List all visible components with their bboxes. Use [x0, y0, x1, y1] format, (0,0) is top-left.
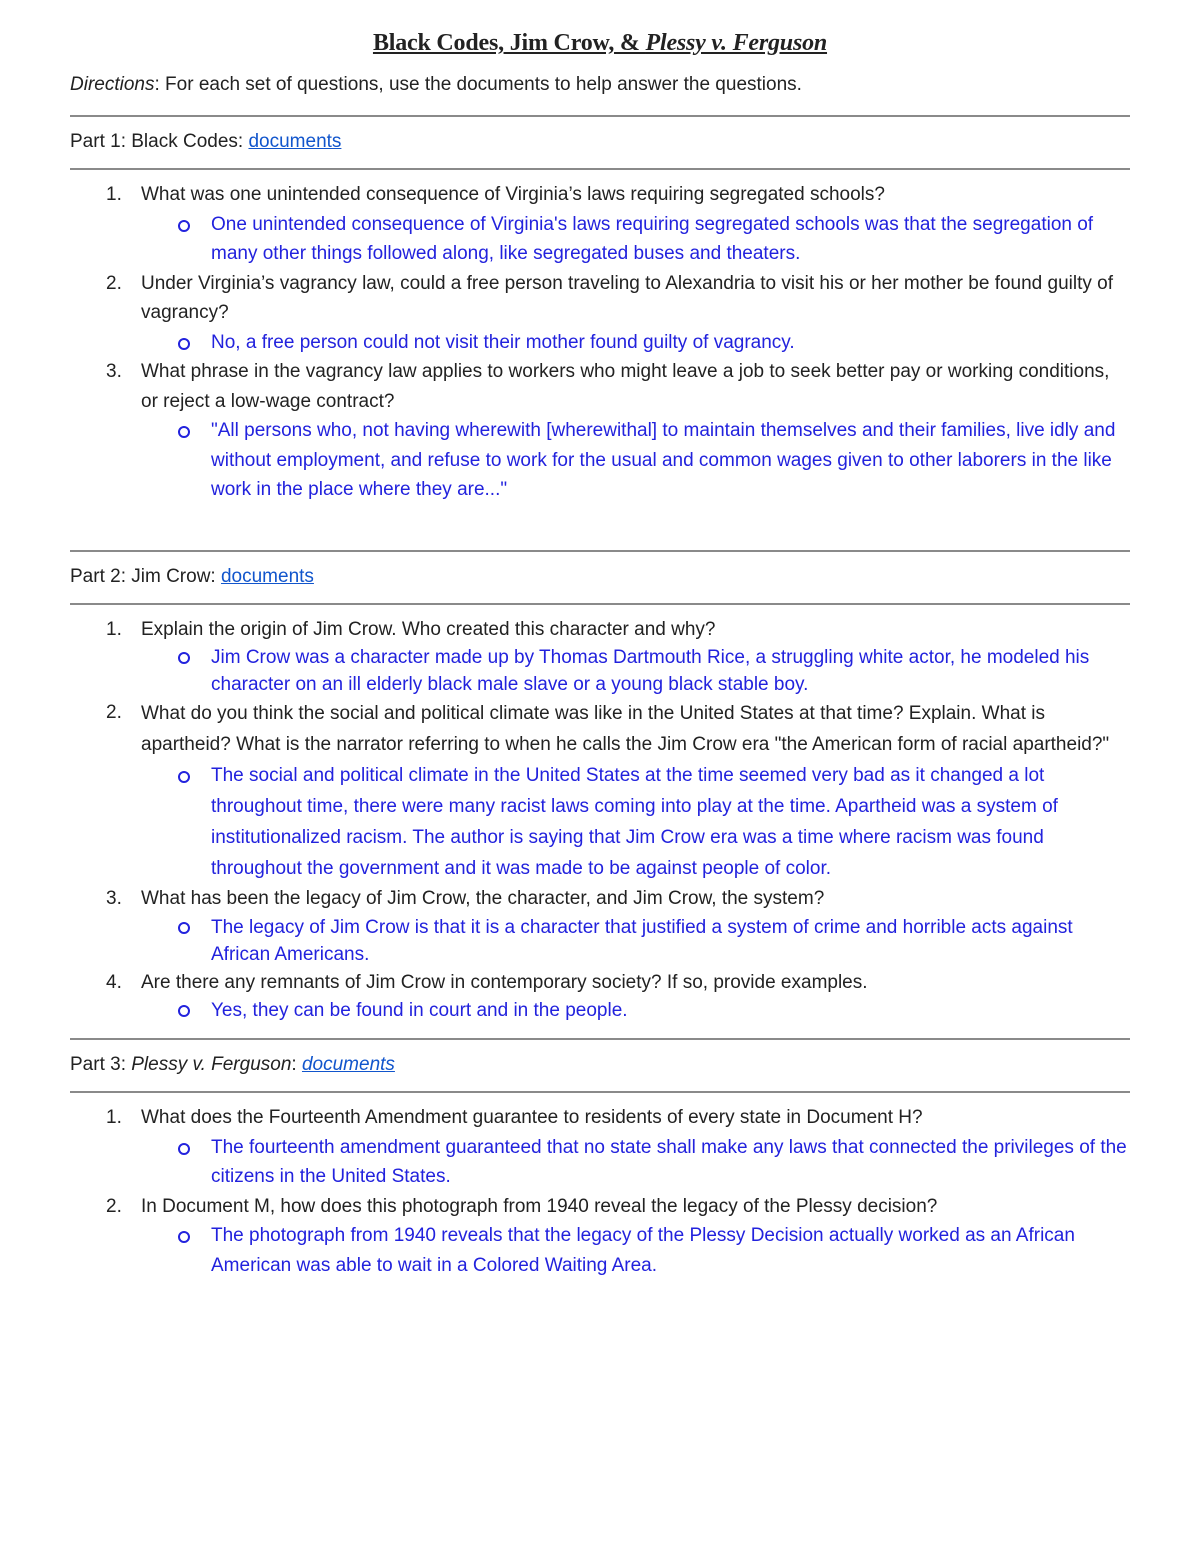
- question-text: What has been the legacy of Jim Crow, the character, and Jim Crow, the system?: [141, 888, 825, 909]
- answer-text: "All persons who, not having wherewith [wherewithal] to maintain themselves and their families, live idly and without employment, and refuse to work for the usual and common wages given to other laborers in the like work in the place where they are...": [211, 420, 1116, 500]
- divider: [70, 550, 1130, 552]
- hollow-bullet-icon: [178, 652, 190, 664]
- answer-item: [70, 416, 1130, 505]
- part-1-heading: Part 1: Black Codes: documents: [70, 131, 342, 152]
- question-text: Under Virginia’s vagrancy law, could a free person traveling to Alexandria to visit his or her mother be found guilty of vagrancy?: [141, 272, 1113, 323]
- hollow-bullet-icon: [178, 1005, 190, 1017]
- answer-item: [70, 210, 1130, 269]
- directions: Directions: For each set of questions, use the documents to help answer the questions.: [70, 74, 802, 95]
- answer-text: One unintended consequence of Virginia's laws requiring segregated schools was that the segregation of many other things followed along, like segregated buses and theaters.: [211, 213, 1094, 264]
- answer-text: The fourteenth amendment guaranteed that no state shall make any laws that connected the privileges of the citizens in the United States.: [211, 1136, 1127, 1187]
- question-text: What do you think the social and political climate was like in the United States at that time? Explain. What is apartheid? What is the narrator referring to when he calls the Jim Crow era "the American form of racial apartheid?": [141, 703, 1110, 755]
- question-item: 2. Under Virginia’s vagrancy law, could a free person traveling to Alexandria to visit his or her mother be found guilty of vagrancy? No, a free person could not visit their mother found guilty of vagrancy.: [70, 269, 1130, 358]
- part-3-heading: Part 3: Plessy v. Ferguson: documents: [70, 1054, 395, 1075]
- question-item: 4. Are there any remnants of Jim Crow in contemporary society? If so, provide examples. Yes, they can be found in court and in the people.: [70, 968, 1130, 1025]
- part-1-documents-link[interactable]: documents: [248, 131, 342, 152]
- divider: [70, 1038, 1130, 1040]
- question-text: Explain the origin of Jim Crow. Who created this character and why?: [141, 618, 716, 640]
- answer-item: [70, 1133, 1130, 1192]
- divider: [70, 603, 1130, 605]
- divider: [70, 115, 1130, 117]
- hollow-bullet-icon: [178, 922, 190, 934]
- question-item: 3. What phrase in the vagrancy law applies to workers who might leave a job to seek better pay or working conditions, or reject a low-wage contract? "All persons who, not having wherewith [wherewithal] to maintain themselves and their families, live idly and without employment, and refuse to work for the usual and common wages given to other laborers in the like work in the place where they are...": [70, 357, 1130, 505]
- part-2-questions: [70, 615, 1130, 1025]
- question-item: 2. In Document M, how does this photograph from 1940 reveal the legacy of the Plessy decision? The photograph from 1940 reveals that the legacy of the Plessy Decision actually worked as an African American was able to wait in a Colored Waiting Area.: [70, 1192, 1130, 1281]
- hollow-bullet-icon: [178, 771, 190, 783]
- question-text: What does the Fourteenth Amendment guarantee to residents of every state in Document H?: [141, 1107, 923, 1128]
- hollow-bullet-icon: [178, 1231, 190, 1243]
- hollow-bullet-icon: [178, 1143, 190, 1155]
- part-3-documents-link[interactable]: documents: [301, 1054, 395, 1075]
- part-2-documents-link[interactable]: documents: [220, 565, 314, 587]
- answer-item: [70, 914, 1130, 968]
- part-2-heading: Part 2: Jim Crow: documents: [70, 565, 314, 587]
- question-text: What phrase in the vagrancy law applies to workers who might leave a job to seek better pay or working conditions, or reject a low-wage contract?: [141, 361, 1110, 412]
- divider: [70, 1091, 1130, 1093]
- part-3-questions: [70, 1103, 1130, 1280]
- divider: [70, 168, 1130, 170]
- answer-text: The photograph from 1940 reveals that the legacy of the Plessy Decision actually worked as an African American was able to wait in a Colored Waiting Area.: [211, 1225, 1075, 1276]
- question-item: 3. What has been the legacy of Jim Crow, the character, and Jim Crow, the system? The legacy of Jim Crow is that it is a character that justified a system of crime and horrible acts against African Americans.: [70, 884, 1130, 968]
- question-item: 2. What do you think the social and political climate was like in the United States at that time? Explain. What is apartheid? What is the narrator referring to when he calls the Jim Crow era "the American form of racial apartheid?" The social and political climate in the United States at the time seemed very bad as it changed a lot throughout time, there were many racist laws coming into play at the time. Apartheid was a system of institutionalized racism. The author is saying that Jim Crow era was a time where racism was found throughout the government and it was made to be against people of color.: [70, 698, 1130, 884]
- question-item: 1. Explain the origin of Jim Crow. Who created this character and why? Jim Crow was a character made up by Thomas Dartmouth Rice, a struggling white actor, he modeled his character on an ill elderly black male slave or a young black stable boy.: [70, 615, 1130, 699]
- hollow-bullet-icon: [178, 338, 190, 350]
- question-text: Are there any remnants of Jim Crow in contemporary society? If so, provide examples.: [141, 971, 868, 993]
- directions-label: Directions: [70, 74, 155, 95]
- answer-item: [70, 760, 1130, 884]
- answer-text: Yes, they can be found in court and in the people.: [211, 1000, 628, 1021]
- answer-text: The legacy of Jim Crow is that it is a character that justified a system of crime and horrible acts against African Americans.: [211, 916, 1073, 965]
- answer-text: The social and political climate in the United States at the time seemed very bad as it changed a lot throughout time, there were many racist laws coming into play at the time. Apartheid was a system of institutionalized racism. The author is saying that Jim Crow era was a time where racism was found throughout the government and it was made to be against people of color.: [211, 765, 1058, 879]
- answer-item: [70, 644, 1130, 698]
- page-title: Black Codes, Jim Crow, & Plessy v. Ferguson: [372, 30, 828, 56]
- document-page: [70, 30, 1130, 1280]
- answer-item: [70, 328, 1130, 358]
- answer-text: No, a free person could not visit their mother found guilty of vagrancy.: [211, 331, 795, 353]
- hollow-bullet-icon: [178, 220, 190, 232]
- question-text: In Document M, how does this photograph from 1940 reveal the legacy of the Plessy decision?: [141, 1195, 938, 1217]
- part-1-questions: [70, 180, 1130, 505]
- question-item: 1. What does the Fourteenth Amendment guarantee to residents of every state in Document H? The fourteenth amendment guaranteed that no state shall make any laws that connected the privileges of the citizens in the United States.: [70, 1103, 1130, 1192]
- hollow-bullet-icon: [178, 426, 190, 438]
- answer-text: Jim Crow was a character made up by Thomas Dartmouth Rice, a struggling white actor, he modeled his character on an ill elderly black male slave or a young black stable boy.: [211, 647, 1090, 695]
- question-item: 1. What was one unintended consequence of Virginia’s laws requiring segregated schools? One unintended consequence of Virginia's laws requiring segregated schools was that the segregation of many other things followed along, like segregated buses and theaters.: [70, 180, 1130, 269]
- answer-item: [70, 1221, 1130, 1280]
- question-text: What was one unintended consequence of Virginia’s laws requiring segregated schools?: [141, 184, 885, 205]
- answer-item: [70, 997, 1130, 1024]
